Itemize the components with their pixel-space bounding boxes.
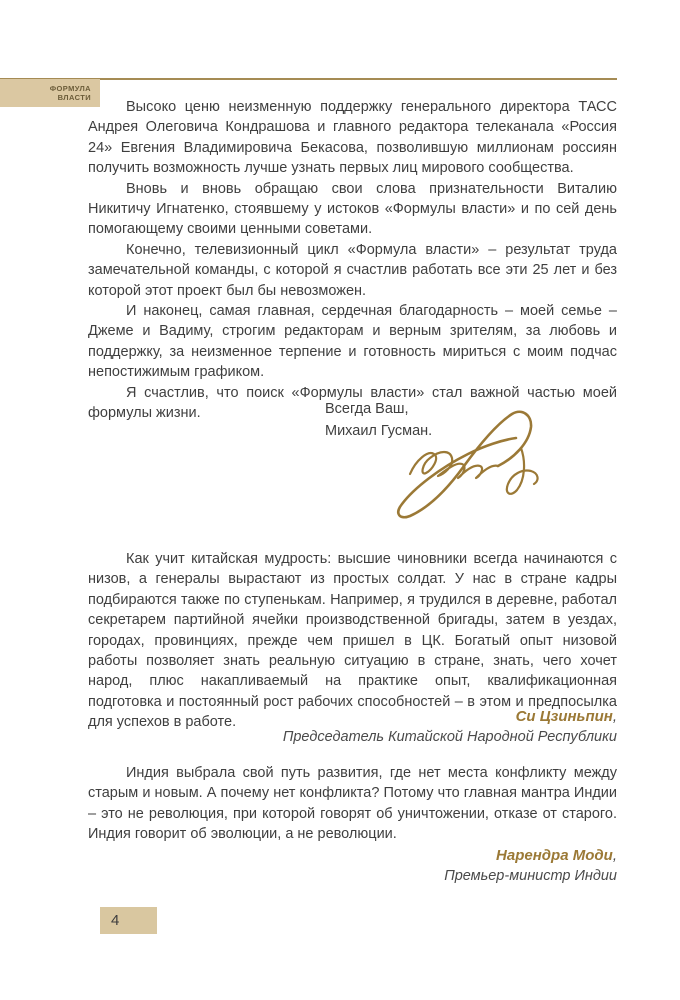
- paragraph: Конечно, телевизионный цикл «Формула власти» – результат труда замечательной команды, с которой я счастлив работать все эти 25 лет и без которой этот проект был бы невозможен.: [88, 241, 617, 299]
- paragraph: И наконец, самая главная, сердечная благодарность – моей семье – Джеме и Вадиму, строгим редакторам и верным зрителям, за любовь и поддержку, за неизменное терпение и готовность мириться с моим подчас непостижимым графиком.: [88, 303, 617, 381]
- series-tag: [0, 79, 100, 107]
- attribution-xi-jinping: [88, 706, 617, 748]
- quote-author: Нарендра Моди: [496, 847, 613, 864]
- quote-author-role: Премьер-министр Индии: [444, 868, 617, 884]
- quote-text: Индия выбрала свой путь развития, где нет места конфликту между старым и новым. А почему нет конфликта? Потому что главная мантра Индии – это не революция, при которой говорят об уничтожении, отказе от старого. Индия говорит об эволюции, а не революции.: [88, 765, 617, 843]
- series-tag-line1: ФОРМУЛА: [49, 84, 91, 93]
- quote-author-role: Председатель Китайской Народной Республики: [282, 729, 617, 745]
- quote-text: Как учит китайская мудрость: высшие чиновники всегда начинаются с низов, а генералы вырастают из простых солдат. У нас в стране кадры подбираются также по ступенькам. Например, я трудился в деревне, работал секретарем партийной ячейки производственной бригады, затем в уездах, городах, провинциях, прежде чем пришел в ЦК. Богатый опыт низовой работы позволяет знать реальную ситуацию в стране, знать, чего хочет народ, плюс накапливаемый на практике опыт, квалификационная подготовка и постоянный рост рабочих способностей – в этом и предпосылка для успехов в работе.: [88, 551, 617, 731]
- author-separator: ,: [612, 847, 617, 864]
- quote-author: Си Цзиньпин: [515, 708, 613, 725]
- paragraph: Вновь и вновь обращаю свои слова признательности Виталию Никитичу Игнатенко, стоявшему у истоков «Формулы власти» и по сей день помогающему своими ценными советами.: [88, 180, 617, 238]
- author-separator: ,: [612, 708, 617, 725]
- paragraph: Я счастлив, что поиск «Формулы власти» стал важной частью моей формулы жизни.: [88, 384, 617, 422]
- attribution-name-line: [88, 706, 617, 727]
- quote-narendra-modi: [88, 763, 617, 845]
- closing-line1: Всегда Ваш,: [325, 401, 409, 417]
- closing-line2: Михаил Гусман.: [325, 422, 433, 439]
- attribution-narendra-modi: [88, 845, 617, 887]
- paragraph: Высоко ценю неизменную поддержку генерального директора ТАСС Андрея Олеговича Кондрашова и главного редактора телеканала «Россия 24» Евгения Владимировича Бекасова, позволившую миллионам россиян получить возможность лучше узнать первых лиц мирового сообщества.: [88, 99, 617, 177]
- foreword-text: [88, 97, 617, 424]
- page-number: 4: [111, 912, 120, 929]
- gusman-signature-icon: [380, 396, 550, 522]
- series-tag-line2: ВЛАСТИ: [57, 93, 91, 102]
- attribution-name-line: [88, 845, 617, 866]
- page-number-box: [100, 907, 157, 934]
